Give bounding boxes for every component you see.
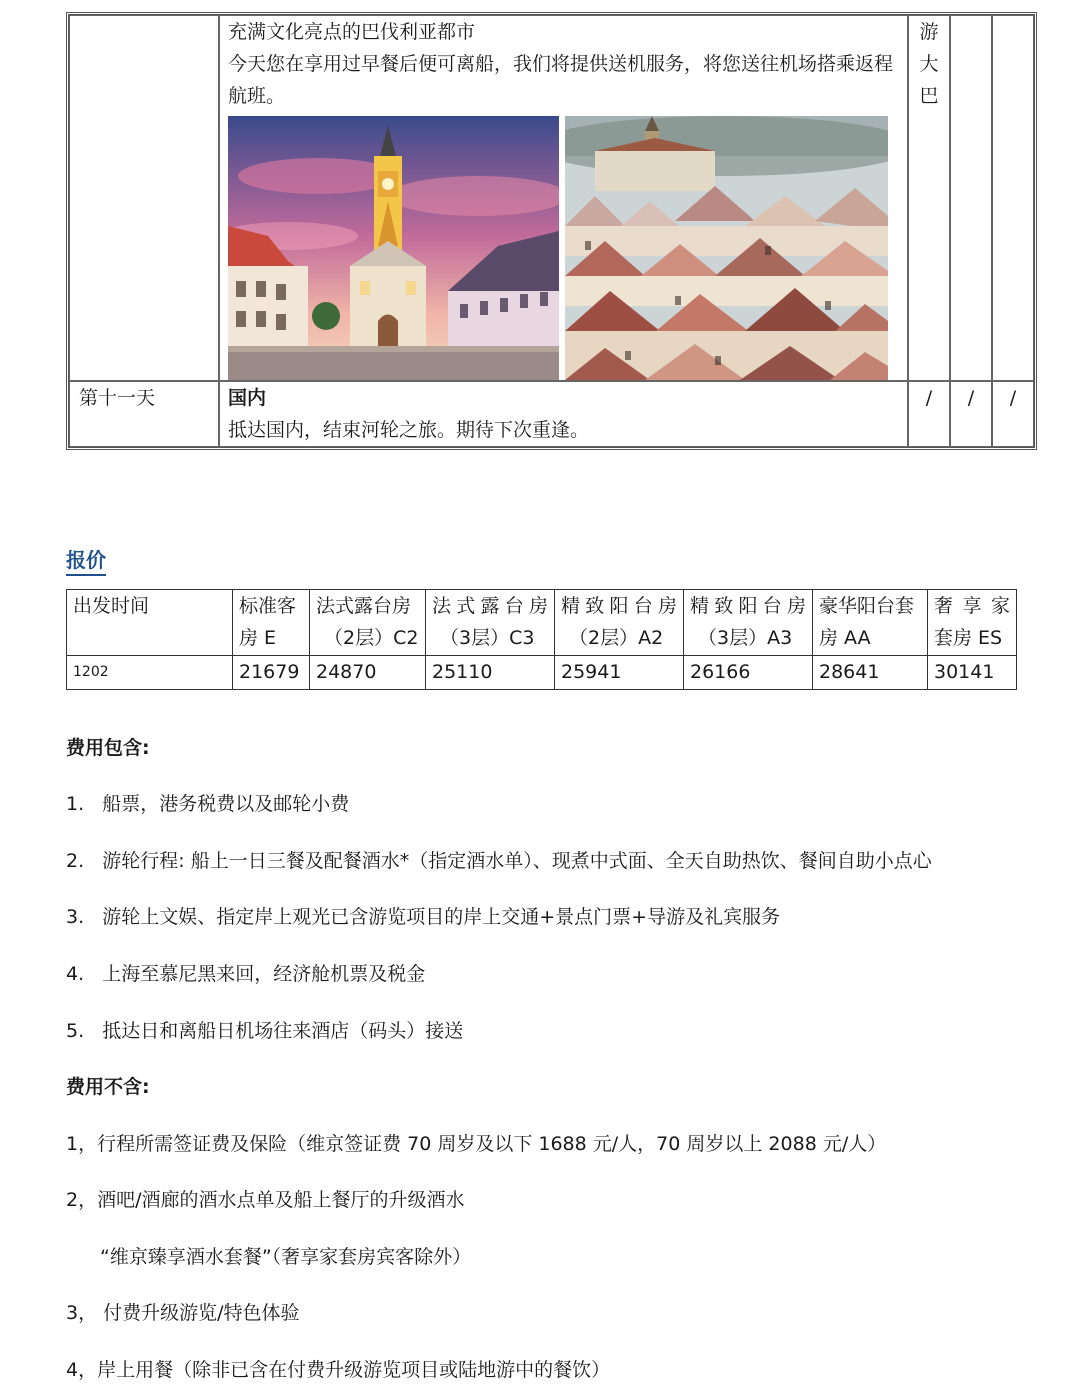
includes-item: 2. 游轮行程: 船上一日三餐及配餐酒水*（指定酒水单）、现煮中式面、全天自助热饮、餐间自助小点心 [66,850,932,872]
price-cell: 21679 [233,655,310,689]
old-town-rooftops-photo [565,116,888,380]
price-row [67,655,1017,689]
header-room-line: 房 E [239,627,277,649]
header-room-line: 房 AA [819,627,871,649]
header-room-line: 精致阳台房 [561,595,677,617]
town-square-photo [228,116,559,380]
includes-item: 4. 上海至慕尼黑来回，经济舱机票及税金 [66,963,426,985]
header-room [928,590,1017,656]
header-departure: 出发时间 [67,590,233,656]
day-title: 国内 [228,387,267,409]
price-cell: 30141 [928,655,1017,689]
meal-cell: / [908,381,950,447]
photo-strip [228,116,901,380]
header-room [233,590,310,656]
header-room-line: （3层）C3 [440,627,535,649]
excludes-item: 1，行程所需签证费及保险（维京签证费 70 周岁及以下 1688 元/人，70 周岁以上 2088 元/人） [66,1133,887,1155]
includes-item: 1. 船票，港务税费以及邮轮小费 [66,793,350,815]
header-room-line: （3层）A3 [698,627,793,649]
header-room-line: 标准客 [239,595,297,617]
includes-item: 5. 抵达日和离船日机场往来酒店（码头）接送 [66,1020,464,1042]
header-room-line: 豪华阳台套 [819,595,915,617]
excludes-item: 4，岸上用餐（除非已含在付费升级游览项目或陆地游中的餐饮） [66,1359,611,1381]
header-room [813,590,928,656]
header-room-line: 法式露台房 [316,595,412,617]
price-cell: 25110 [426,655,555,689]
header-room [684,590,813,656]
itinerary-row-day11 [69,381,1034,447]
excludes-heading: 费用不含: [66,1076,150,1098]
excludes-item: 2，酒吧/酒廊的酒水点单及船上餐厅的升级酒水 [66,1189,465,1211]
header-room-line: （2层）C2 [324,627,419,649]
header-room-line: 奢享家 [934,595,1010,617]
excludes-item: 3， 付费升级游览/特色体验 [66,1302,300,1324]
includes-heading: 费用包含: [66,737,150,759]
transport-char: 游 [919,21,939,43]
price-table [66,589,1017,690]
transport-cell [908,15,950,381]
header-room-line: （2层）A2 [569,627,664,649]
day-desc-line: 航班。 [228,85,286,107]
itinerary-row-day10 [69,15,1034,381]
empty-cell [992,15,1034,381]
header-room [310,590,426,656]
price-header-row [67,590,1017,656]
day-content [219,15,908,381]
meal-cell: / [992,381,1034,447]
meal-cell: / [950,381,992,447]
header-room [555,590,684,656]
departure-date: 1202 [67,655,233,689]
day-desc: 抵达国内，结束河轮之旅。期待下次重逢。 [228,419,590,441]
day-cell [69,15,219,381]
day-label: 第十一天 [69,381,219,447]
header-room-line: 法式露台房 [432,595,548,617]
includes-item: 3. 游轮上文娱、指定岸上观光已含游览项目的岸上交通+景点门票+导游及礼宾服务 [66,906,781,928]
header-room-line: 精致阳台房 [690,595,806,617]
price-cell: 25941 [555,655,684,689]
price-cell: 24870 [310,655,426,689]
price-cell: 28641 [813,655,928,689]
transport-char: 大 [919,53,939,75]
header-room-line: 套房 ES [934,627,1003,649]
itinerary-table [66,12,1037,450]
header-room [426,590,555,656]
day-desc-line: 今天您在享用过早餐后便可离船，我们将提供送机服务，将您送往机场搭乘返程 [228,53,894,75]
empty-cell [950,15,992,381]
pricing-title: 报价 [66,547,106,576]
excludes-item-note: “维京臻享酒水套餐”（奢享家套房宾客除外） [100,1246,472,1268]
transport-char: 巴 [919,85,939,107]
price-cell: 26166 [684,655,813,689]
day-content [219,381,908,447]
day-title: 充满文化亮点的巴伐利亚都市 [228,21,476,43]
